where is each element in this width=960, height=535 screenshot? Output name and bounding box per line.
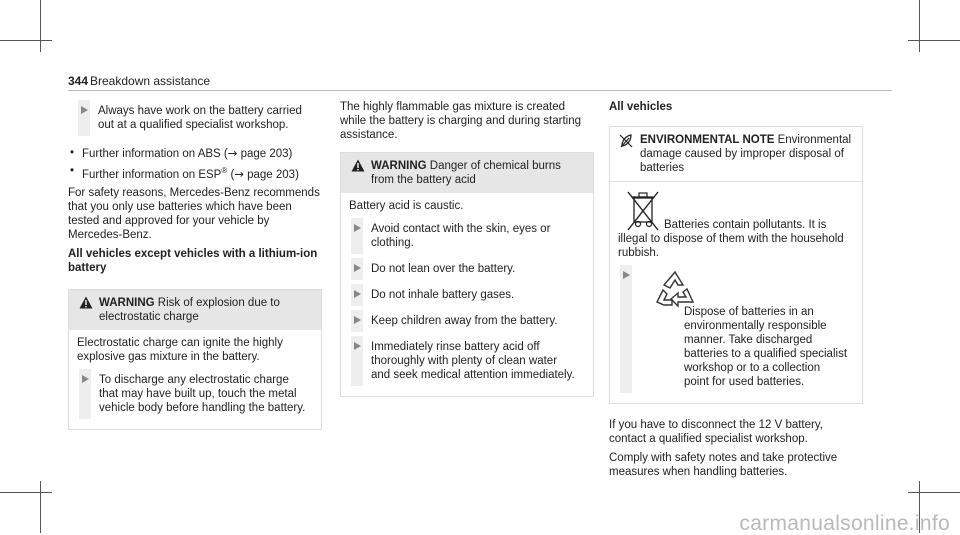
column-1 <box>68 100 322 430</box>
warning-title: Danger of chemical burns from the battery acid <box>371 160 561 186</box>
crop-mark <box>40 0 41 52</box>
note-text: Batteries contain pollutants. It is illegal to dispose of them with the household rubbish. <box>618 219 844 259</box>
warning-header <box>69 290 321 330</box>
instruction-step <box>341 218 585 254</box>
step-text: Immediately rinse battery acid off thoroughly with plenty of clean water and seek medical attention immediately. <box>371 341 575 381</box>
step-text: Avoid contact with the skin, eyes or clothing. <box>371 223 551 249</box>
step-arrow-icon <box>81 106 88 114</box>
paragraph: If you have to disconnect the 12 V battery, contact a qualified specialist workshop. <box>609 419 823 445</box>
warning-text: Battery acid is caustic. <box>349 200 464 212</box>
instruction-step <box>341 336 585 386</box>
step-text: Do not inhale battery gases. <box>371 289 515 301</box>
crop-mark <box>40 481 41 533</box>
warning-triangle-icon <box>351 159 365 172</box>
crop-mark <box>908 40 960 41</box>
environmental-note-header <box>610 127 862 182</box>
crop-mark <box>919 0 920 52</box>
crossed-out-bin-icon <box>624 188 662 234</box>
paragraph: Comply with safety notes and take protective measures when handling batteries. <box>609 452 838 478</box>
step-arrow-icon <box>354 342 361 350</box>
column-3 <box>609 100 863 484</box>
step-text: Always have work on the battery carried out at a qualified specialist workshop. <box>98 105 302 131</box>
note-title: Environmental damage caused by improper disposal of batteries <box>640 134 852 174</box>
crop-mark <box>0 40 52 41</box>
step-arrow-icon <box>354 264 361 272</box>
instruction-step <box>341 258 585 280</box>
watermark: carmanualsonline.info <box>739 512 950 535</box>
step-arrow-icon <box>354 224 361 232</box>
column-2 <box>340 100 594 397</box>
instruction-step <box>341 310 585 332</box>
paragraph: The highly flammable gas mixture is created while the battery is charging and during starting assistance. <box>340 101 582 141</box>
instruction-step <box>69 369 313 419</box>
instruction-step <box>610 265 854 393</box>
step-arrow-icon <box>623 271 630 279</box>
warning-box <box>340 152 594 397</box>
warning-keyword: WARNING <box>99 296 155 309</box>
section-heading: All vehicles except vehicles with a lithium-ion battery <box>68 247 318 274</box>
paragraph: For safety reasons, Mercedes-Benz recommends that you only use batteries which have been tested and approved for your vehicle by Mercedes-Benz. <box>68 186 320 241</box>
warning-text: Electrostatic charge can ignite the highly explosive gas mixture in the battery. <box>77 336 283 363</box>
crop-mark <box>0 492 52 493</box>
cross-reference-arrow-icon: → <box>227 146 238 160</box>
environment-leaf-icon <box>618 133 634 149</box>
bullet-item: • Further information on ABS (→ page 203) <box>68 146 322 161</box>
header-rule <box>68 90 892 91</box>
step-text: Dispose of batteries in an environmentally responsible manner. Take discharged batteries to a qualified specialist workshop or to a collection point for used batteries. <box>684 306 848 388</box>
bullet-item: • Further information on ESP® (→ page 203) <box>68 164 322 182</box>
environmental-note-box <box>609 126 863 404</box>
cross-reference-arrow-icon: → <box>234 166 244 181</box>
step-arrow-icon <box>354 316 361 324</box>
instruction-step <box>68 100 322 136</box>
crop-mark <box>908 492 960 493</box>
recycling-symbol-icon <box>654 269 696 309</box>
note-keyword: ENVIRONMENTAL NOTE <box>640 134 775 146</box>
section-heading: All vehicles <box>609 101 673 113</box>
warning-box <box>68 289 322 430</box>
step-text: Do not lean over the battery. <box>371 263 516 275</box>
instruction-step <box>341 284 585 306</box>
warning-title: Risk of explosion due to electrostatic charge <box>99 296 280 323</box>
warning-keyword: WARNING <box>371 160 427 172</box>
step-text: Keep children away from the battery. <box>371 315 558 327</box>
step-arrow-icon <box>82 375 89 383</box>
step-arrow-icon <box>354 290 361 298</box>
bullet-list <box>68 146 322 182</box>
section-title: Breakdown assistance <box>90 74 211 88</box>
warning-triangle-icon <box>79 296 93 309</box>
page-number: 344 <box>68 74 89 88</box>
step-text: To discharge any electrostatic charge that may have built up, touch the metal vehicle body before handling the battery. <box>99 373 306 414</box>
warning-header <box>341 153 593 193</box>
